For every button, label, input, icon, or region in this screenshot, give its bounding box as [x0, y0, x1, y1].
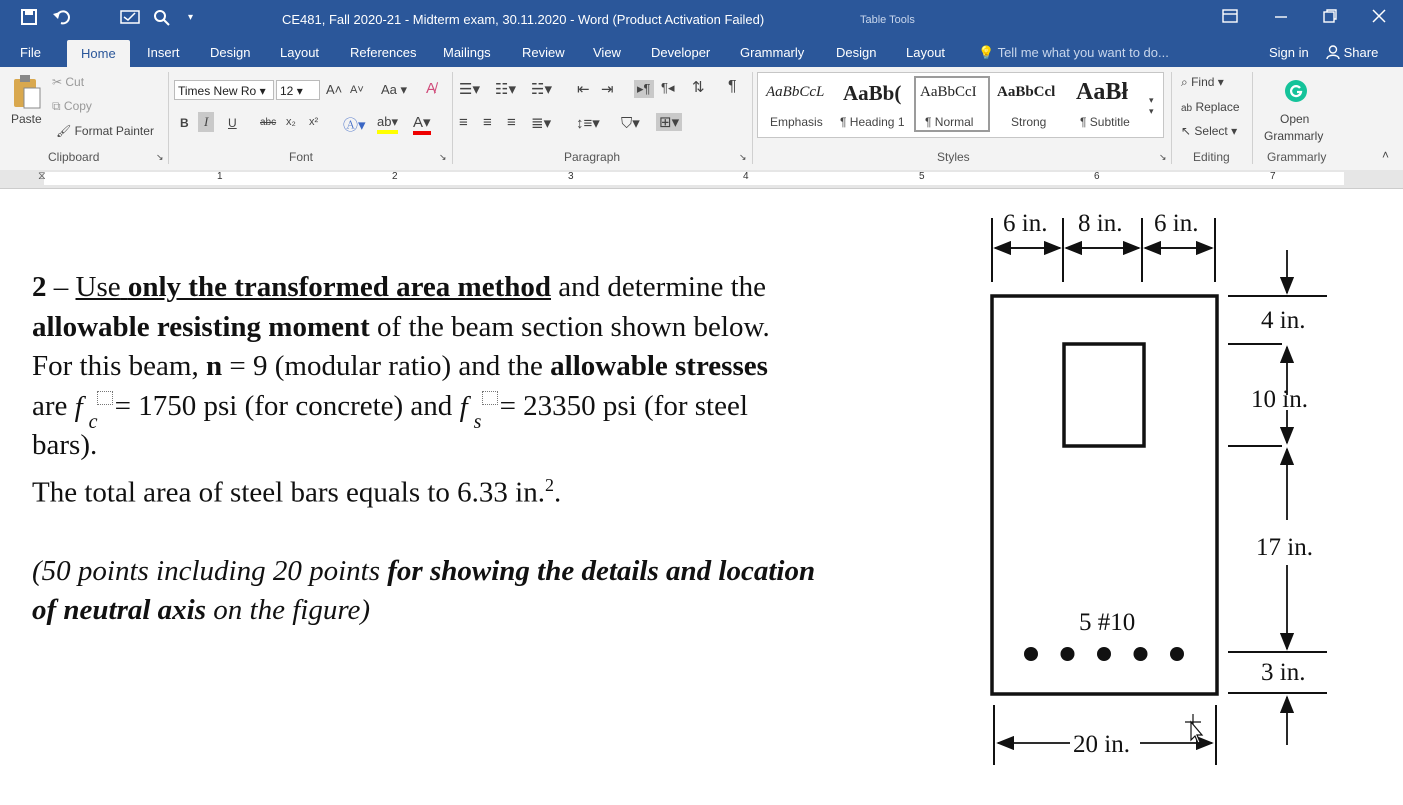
replace-label: Replace — [1195, 100, 1240, 114]
copy-button[interactable]: ⧉ Copy — [52, 99, 92, 113]
text-effects-icon[interactable]: Ⓐ▾ — [343, 117, 366, 134]
tab-home[interactable]: Home — [67, 40, 130, 67]
rectangular-void — [1064, 344, 1144, 446]
replace-button[interactable] — [1181, 100, 1240, 114]
table-tools-label: Table Tools — [860, 14, 915, 26]
points-prefix-text: (50 points including 20 points — [32, 554, 388, 587]
show-formatting-icon[interactable]: ¶ — [728, 78, 737, 95]
underline-button[interactable]: U — [228, 116, 237, 130]
tab-table-design[interactable]: Design — [836, 45, 877, 60]
open-grammarly-line1[interactable]: Open — [1280, 112, 1310, 126]
rebar-dot — [1024, 647, 1038, 661]
fc-symbol — [74, 388, 115, 433]
font-color-icon[interactable]: A▾ — [413, 113, 431, 135]
collapse-ribbon-icon[interactable]: ˄ — [1382, 148, 1390, 162]
dim-label-bottom-cover: 3 in. — [1261, 659, 1306, 686]
question-line — [32, 308, 972, 348]
paragraph-group-label: Paragraph — [564, 150, 621, 164]
ruler-track — [44, 172, 1344, 185]
align-right-icon[interactable]: ≡ — [507, 114, 516, 131]
tab-grammarly[interactable]: Grammarly — [740, 45, 805, 60]
dim-label-top-middle: 8 in. — [1078, 210, 1123, 237]
dim-label-width: 20 in. — [1073, 731, 1130, 758]
restore-icon[interactable] — [1323, 9, 1337, 27]
ruler-number: 4 — [743, 171, 749, 182]
share-label: Share — [1343, 45, 1379, 60]
question-line — [32, 387, 972, 433]
select-button[interactable]: ↖ Select ▾ — [1181, 124, 1238, 138]
style-subtitle[interactable]: ¶ Subtitle — [1080, 115, 1130, 129]
points-line — [32, 552, 972, 592]
tab-view[interactable]: View — [593, 45, 621, 60]
f-letter: f — [74, 390, 83, 423]
format-painter-button[interactable]: 🖌 Format Painter — [56, 124, 154, 138]
ruler-number: 1 — [217, 171, 223, 182]
ribbon-separator — [452, 72, 453, 164]
ruler-number: 6 — [1094, 171, 1100, 182]
ribbon-separator — [1171, 72, 1172, 164]
style-heading1-preview[interactable]: AaBb( — [843, 81, 902, 105]
beam-section-figure — [975, 200, 1335, 770]
ruler-number: 5 — [919, 171, 925, 182]
move-cursor-icon — [1185, 714, 1202, 743]
editing-group-label: Editing — [1193, 150, 1230, 164]
close-icon[interactable] — [1372, 9, 1386, 27]
increase-indent-icon[interactable]: ⇥ — [601, 81, 614, 98]
styles-more-icon[interactable]: ▾ ▾ — [1149, 95, 1154, 116]
dim-label-top-right: 6 in. — [1154, 210, 1199, 237]
grammarly-icon[interactable] — [1284, 79, 1308, 108]
subscript-c: c — [88, 410, 98, 433]
style-heading1[interactable]: ¶ Heading 1 — [840, 115, 905, 129]
tab-developer[interactable]: Developer — [651, 45, 711, 60]
justify-icon[interactable]: ≣▾ — [531, 115, 552, 132]
question-line — [32, 347, 972, 387]
decrease-indent-icon[interactable]: ⇤ — [577, 81, 590, 98]
window-title: CE481, Fall 2020-21 - Midterm exam, 30.11.2020 - Word (Product Activation Failed) — [282, 12, 765, 27]
period-text: . — [553, 476, 562, 509]
paste-button[interactable]: Paste — [11, 112, 42, 126]
find-button[interactable]: ⌕ Find ▾ — [1181, 75, 1224, 89]
print-preview-icon[interactable] — [152, 8, 172, 30]
tab-design[interactable]: Design — [210, 45, 251, 60]
font-name-box[interactable]: Times New Ro ▾ — [174, 80, 274, 100]
grow-font-icon[interactable]: A˄ — [326, 82, 343, 97]
points-suffix-text: on the figure) — [206, 594, 371, 627]
align-center-icon[interactable]: ≡ — [483, 114, 492, 131]
steel-area-text: The total area of steel bars equals to 6.33 in. — [32, 476, 545, 509]
tab-mailings[interactable]: Mailings — [443, 45, 491, 60]
question-line — [32, 426, 972, 466]
tab-file[interactable]: File — [20, 45, 41, 60]
multilevel-list-icon[interactable]: ☵▾ — [531, 81, 552, 98]
format-painter-label: Format Painter — [74, 124, 154, 138]
dim-label-void-height: 10 in. — [1251, 386, 1308, 413]
borders-icon[interactable]: ⊞▾ — [656, 113, 682, 131]
style-strong[interactable]: Strong — [1011, 115, 1047, 129]
tab-references[interactable]: References — [350, 45, 417, 60]
of-beam-text: of the beam section shown below. — [369, 310, 770, 343]
bullets-icon[interactable]: ☰▾ — [459, 81, 480, 98]
fs-value-text: = 23350 psi (for steel — [499, 389, 748, 422]
tab-insert[interactable]: Insert — [147, 45, 180, 60]
tab-review[interactable]: Review — [522, 45, 565, 60]
f-letter: f — [459, 390, 468, 423]
select-cursor-icon: ↖ — [1181, 124, 1192, 138]
ruler-number: 3 — [568, 171, 574, 182]
line-spacing-icon[interactable]: ↕≡▾ — [576, 115, 600, 132]
save-icon[interactable] — [20, 8, 38, 30]
grammarly-group-label: Grammarly — [1267, 150, 1327, 164]
copy-label: Copy — [63, 99, 92, 113]
allowable-moment-text: allowable resisting moment — [32, 310, 370, 343]
styles-group-label: Styles — [937, 150, 970, 164]
sort-icon[interactable]: ⇅ — [692, 79, 705, 96]
rebar-dot — [1134, 647, 1148, 661]
cut-label: Cut — [65, 75, 85, 89]
minimize-icon[interactable] — [1274, 9, 1288, 27]
squared-superscript: 2 — [544, 474, 554, 495]
placeholder-box — [482, 391, 498, 405]
ribbon-display-icon[interactable] — [1222, 9, 1238, 27]
dim-label-top-cover: 4 in. — [1261, 307, 1306, 334]
dim-label-top-left: 6 in. — [1003, 210, 1048, 237]
open-grammarly-line2[interactable]: Grammarly — [1264, 129, 1324, 143]
font-launcher-icon[interactable]: ↘ — [439, 152, 447, 162]
ltr-direction-icon[interactable]: ▸¶ — [634, 80, 654, 98]
bars-text: bars). — [32, 429, 98, 461]
sign-in-link[interactable]: Sign in — [1269, 45, 1309, 60]
font-group-label: Font — [289, 150, 314, 164]
bold-button[interactable]: B — [180, 116, 189, 130]
clipboard-group-label: Clipboard — [48, 150, 100, 164]
change-case-button[interactable]: Aa ▾ — [381, 82, 408, 97]
dash-text: – — [46, 271, 76, 303]
style-normal-preview[interactable]: AaBbCcI — [920, 84, 977, 100]
tell-me-box[interactable] — [978, 45, 1169, 61]
allowable-stresses-text: allowable stresses — [550, 350, 768, 382]
rtl-direction-icon[interactable]: ¶◂ — [661, 80, 675, 95]
use-word: Use — [75, 271, 121, 303]
tell-me-text: Tell me what you want to do... — [997, 45, 1169, 60]
superscript-button[interactable]: x² — [309, 116, 319, 128]
points-bold-text: for showing the details and location — [387, 554, 816, 587]
style-normal[interactable]: ¶ Normal — [925, 115, 974, 129]
ribbon-separator — [1252, 72, 1253, 164]
rebar-dot — [1170, 647, 1184, 661]
neutral-axis-text: of neutral axis — [32, 594, 207, 627]
font-size-box[interactable]: 12 ▾ — [276, 80, 320, 100]
determine-text: and determine the — [551, 271, 766, 303]
question-text[interactable] — [32, 268, 972, 631]
change-case-label: Aa — [381, 82, 397, 97]
align-left-icon[interactable]: ≡ — [459, 114, 468, 131]
ruler-number: 7 — [1270, 171, 1276, 182]
points-line — [32, 591, 972, 631]
method-phrase — [76, 271, 552, 303]
ribbon-separator — [752, 72, 753, 164]
indent-marker-icon[interactable]: ⧖ — [38, 170, 46, 182]
are-text: are — [32, 389, 75, 422]
shading-icon[interactable]: ⛉▾ — [621, 115, 640, 132]
style-emphasis[interactable]: Emphasis — [770, 115, 823, 129]
find-label: Find — [1191, 75, 1215, 89]
n-variable: n — [206, 350, 223, 382]
right-dimension-lines — [1228, 296, 1327, 693]
cut-button[interactable]: ✂ Cut — [52, 75, 85, 89]
clear-formatting-icon[interactable]: A̸ — [426, 80, 437, 97]
replace-icon: ab — [1181, 103, 1193, 114]
placeholder-box — [97, 391, 113, 405]
spelling-icon[interactable] — [120, 8, 140, 30]
question-number: 2 — [32, 271, 47, 303]
customize-icon[interactable]: ▾ — [188, 12, 194, 23]
style-strong-preview[interactable]: AaBbCcl — [997, 84, 1056, 100]
italic-button[interactable]: I — [198, 112, 214, 132]
tab-table-layout[interactable]: Layout — [906, 45, 946, 60]
styles-launcher-icon[interactable]: ↘ — [1159, 152, 1167, 162]
numbering-icon[interactable]: ☷▾ — [495, 81, 516, 98]
ruler-number: 2 — [392, 171, 398, 182]
lightbulb-icon: 💡 — [978, 45, 995, 60]
subscript-button[interactable]: x₂ — [286, 116, 296, 128]
rebar-dot — [1061, 647, 1075, 661]
paste-icon[interactable] — [12, 74, 42, 115]
font-name-value: Times New Ro — [178, 84, 257, 98]
style-subtitle-preview[interactable]: AaBł — [1076, 79, 1129, 105]
subscript-s: s — [473, 410, 482, 433]
ribbon-separator — [168, 72, 169, 164]
rebar-group — [1024, 647, 1184, 661]
tab-layout[interactable]: Layout — [280, 45, 320, 60]
clipboard-launcher-icon[interactable]: ↘ — [156, 152, 164, 162]
question-line — [32, 268, 972, 308]
rebar-dot — [1097, 647, 1111, 661]
for-beam-text: For this beam, — [32, 350, 206, 382]
shrink-font-icon[interactable]: A˅ — [350, 84, 364, 96]
modular-ratio-text: = 9 (modular ratio) and the — [222, 350, 551, 382]
blank-line — [32, 513, 972, 552]
highlight-icon[interactable]: ab▾ — [377, 114, 398, 134]
select-label: Select — [1194, 124, 1228, 138]
person-icon — [1326, 45, 1344, 60]
fs-symbol — [459, 388, 500, 433]
font-size-value: 12 — [280, 84, 294, 98]
horizontal-ruler[interactable] — [0, 170, 1403, 189]
fc-value-text: = 1750 psi (for concrete) and — [114, 389, 460, 422]
paragraph-launcher-icon[interactable]: ↘ — [739, 152, 747, 162]
method-bold-text: only the transformed area method — [127, 271, 551, 303]
bars-label: 5 #10 — [1079, 609, 1136, 636]
search-icon: ⌕ — [1181, 75, 1188, 89]
dim-label-mid-height: 17 in. — [1256, 534, 1313, 561]
share-button[interactable] — [1326, 45, 1378, 60]
question-line — [32, 466, 972, 513]
style-emphasis-preview[interactable]: AaBbCcL — [766, 84, 825, 100]
undo-icon[interactable] — [52, 8, 74, 30]
strikethrough-button[interactable]: abc — [260, 117, 277, 128]
